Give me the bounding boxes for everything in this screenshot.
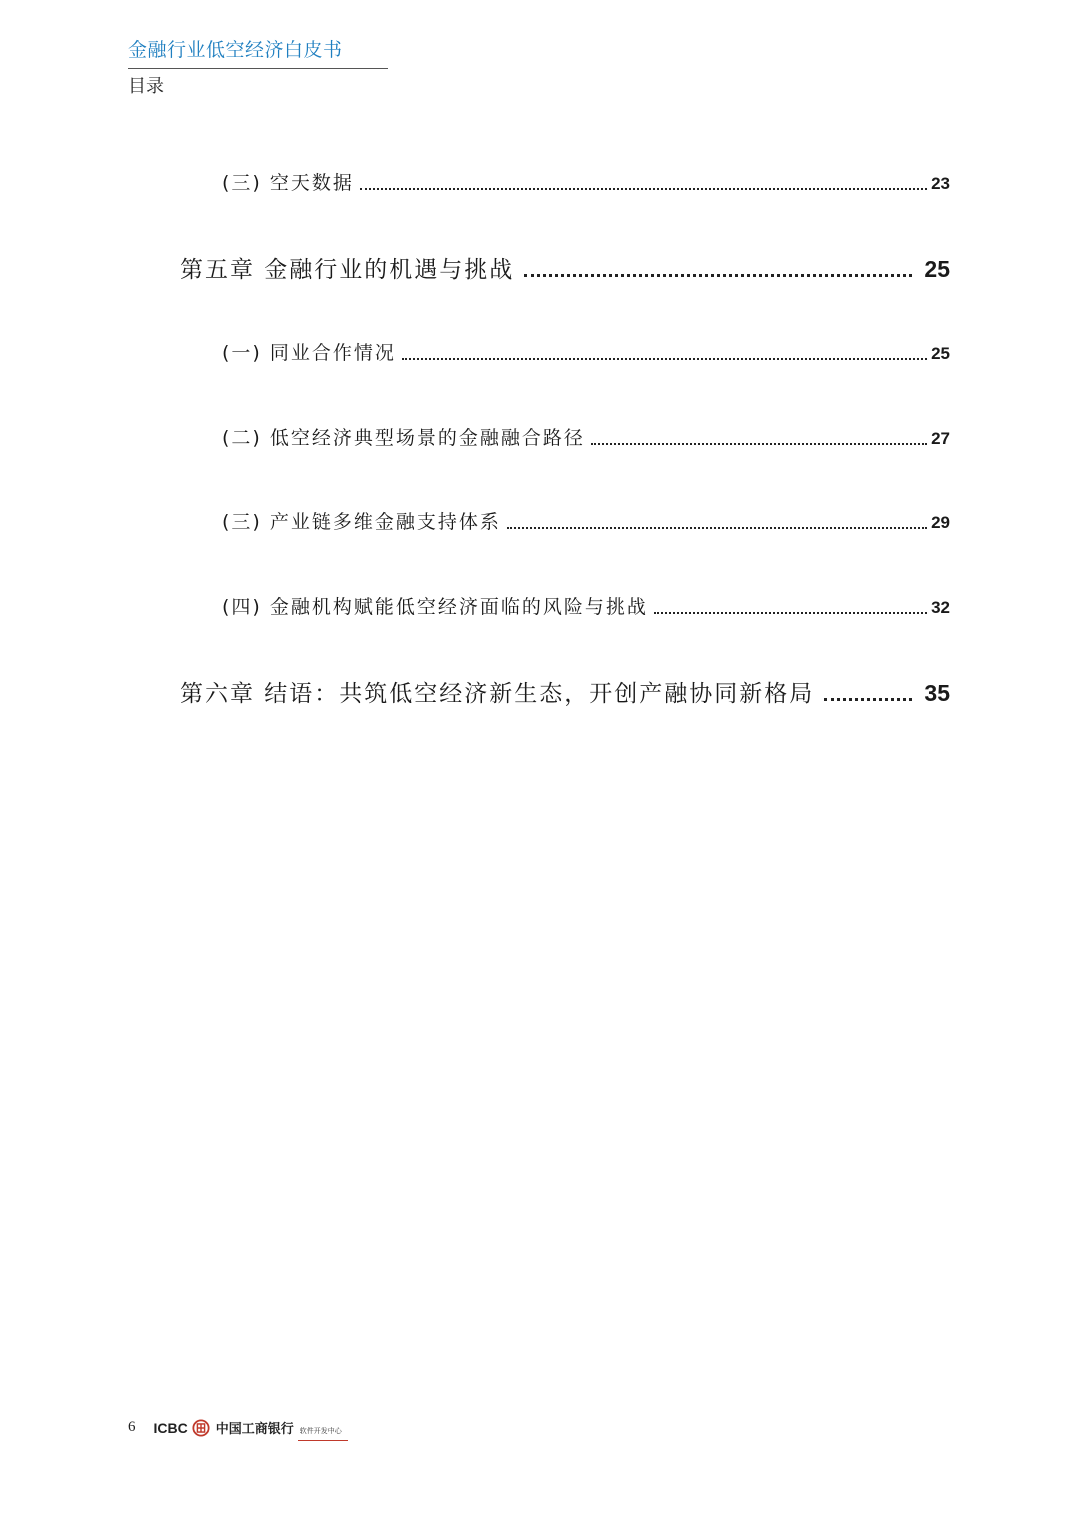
toc-chapter-title: 第五章 金融行业的机遇与挑战 xyxy=(180,257,515,283)
document-title: 金融行业低空经济白皮书 xyxy=(128,39,343,61)
toc-leader-dots xyxy=(654,610,927,614)
toc-entry[interactable] xyxy=(222,592,950,619)
toc-leader-dots xyxy=(824,696,912,701)
brand-abbreviation: ICBC xyxy=(153,1419,188,1436)
toc-entry-page: 25 xyxy=(931,344,950,363)
toc-leader-dots xyxy=(524,272,912,277)
toc-entry-title: (三) 空天数据 xyxy=(222,172,354,194)
toc-entry-title: (一) 同业合作情况 xyxy=(222,342,396,364)
toc-chapter-entry[interactable] xyxy=(180,251,950,284)
section-label: 目录 xyxy=(128,76,164,97)
toc-leader-dots xyxy=(507,525,927,529)
page-number: 6 xyxy=(128,1419,136,1435)
toc-chapter-entry[interactable] xyxy=(180,675,950,708)
toc-chapter-page: 25 xyxy=(924,256,950,282)
toc-entry-title: (三) 产业链多维金融支持体系 xyxy=(222,511,501,533)
toc-entry[interactable] xyxy=(222,338,950,365)
toc-entry[interactable] xyxy=(222,507,950,534)
toc-leader-dots xyxy=(360,186,927,190)
icbc-logo-icon xyxy=(192,1419,210,1437)
bank-name: 中国工商银行 xyxy=(215,1422,294,1437)
center-underline xyxy=(298,1440,348,1441)
toc-chapter-title: 第六章 结语：共筑低空经济新生态，开创产融协同新格局 xyxy=(180,681,815,707)
header-divider xyxy=(128,68,388,69)
toc-entry-title: (四) 金融机构赋能低空经济面临的风险与挑战 xyxy=(222,596,648,618)
center-name-wrapper xyxy=(300,1418,342,1437)
center-name: 软件开发中心 xyxy=(299,1427,342,1435)
toc-entry-page: 27 xyxy=(931,429,950,448)
page-footer xyxy=(128,1418,342,1437)
toc-entry-page: 32 xyxy=(931,598,950,617)
toc-leader-dots xyxy=(402,356,927,360)
toc-chapter-page: 35 xyxy=(924,680,950,706)
toc-entry[interactable] xyxy=(222,168,950,195)
toc-entry-page: 23 xyxy=(931,174,950,193)
toc-entry[interactable] xyxy=(222,423,950,450)
toc-leader-dots xyxy=(591,441,927,445)
toc-entry-page: 29 xyxy=(931,513,950,532)
toc-entry-title: (二) 低空经济典型场景的金融融合路径 xyxy=(222,427,585,449)
